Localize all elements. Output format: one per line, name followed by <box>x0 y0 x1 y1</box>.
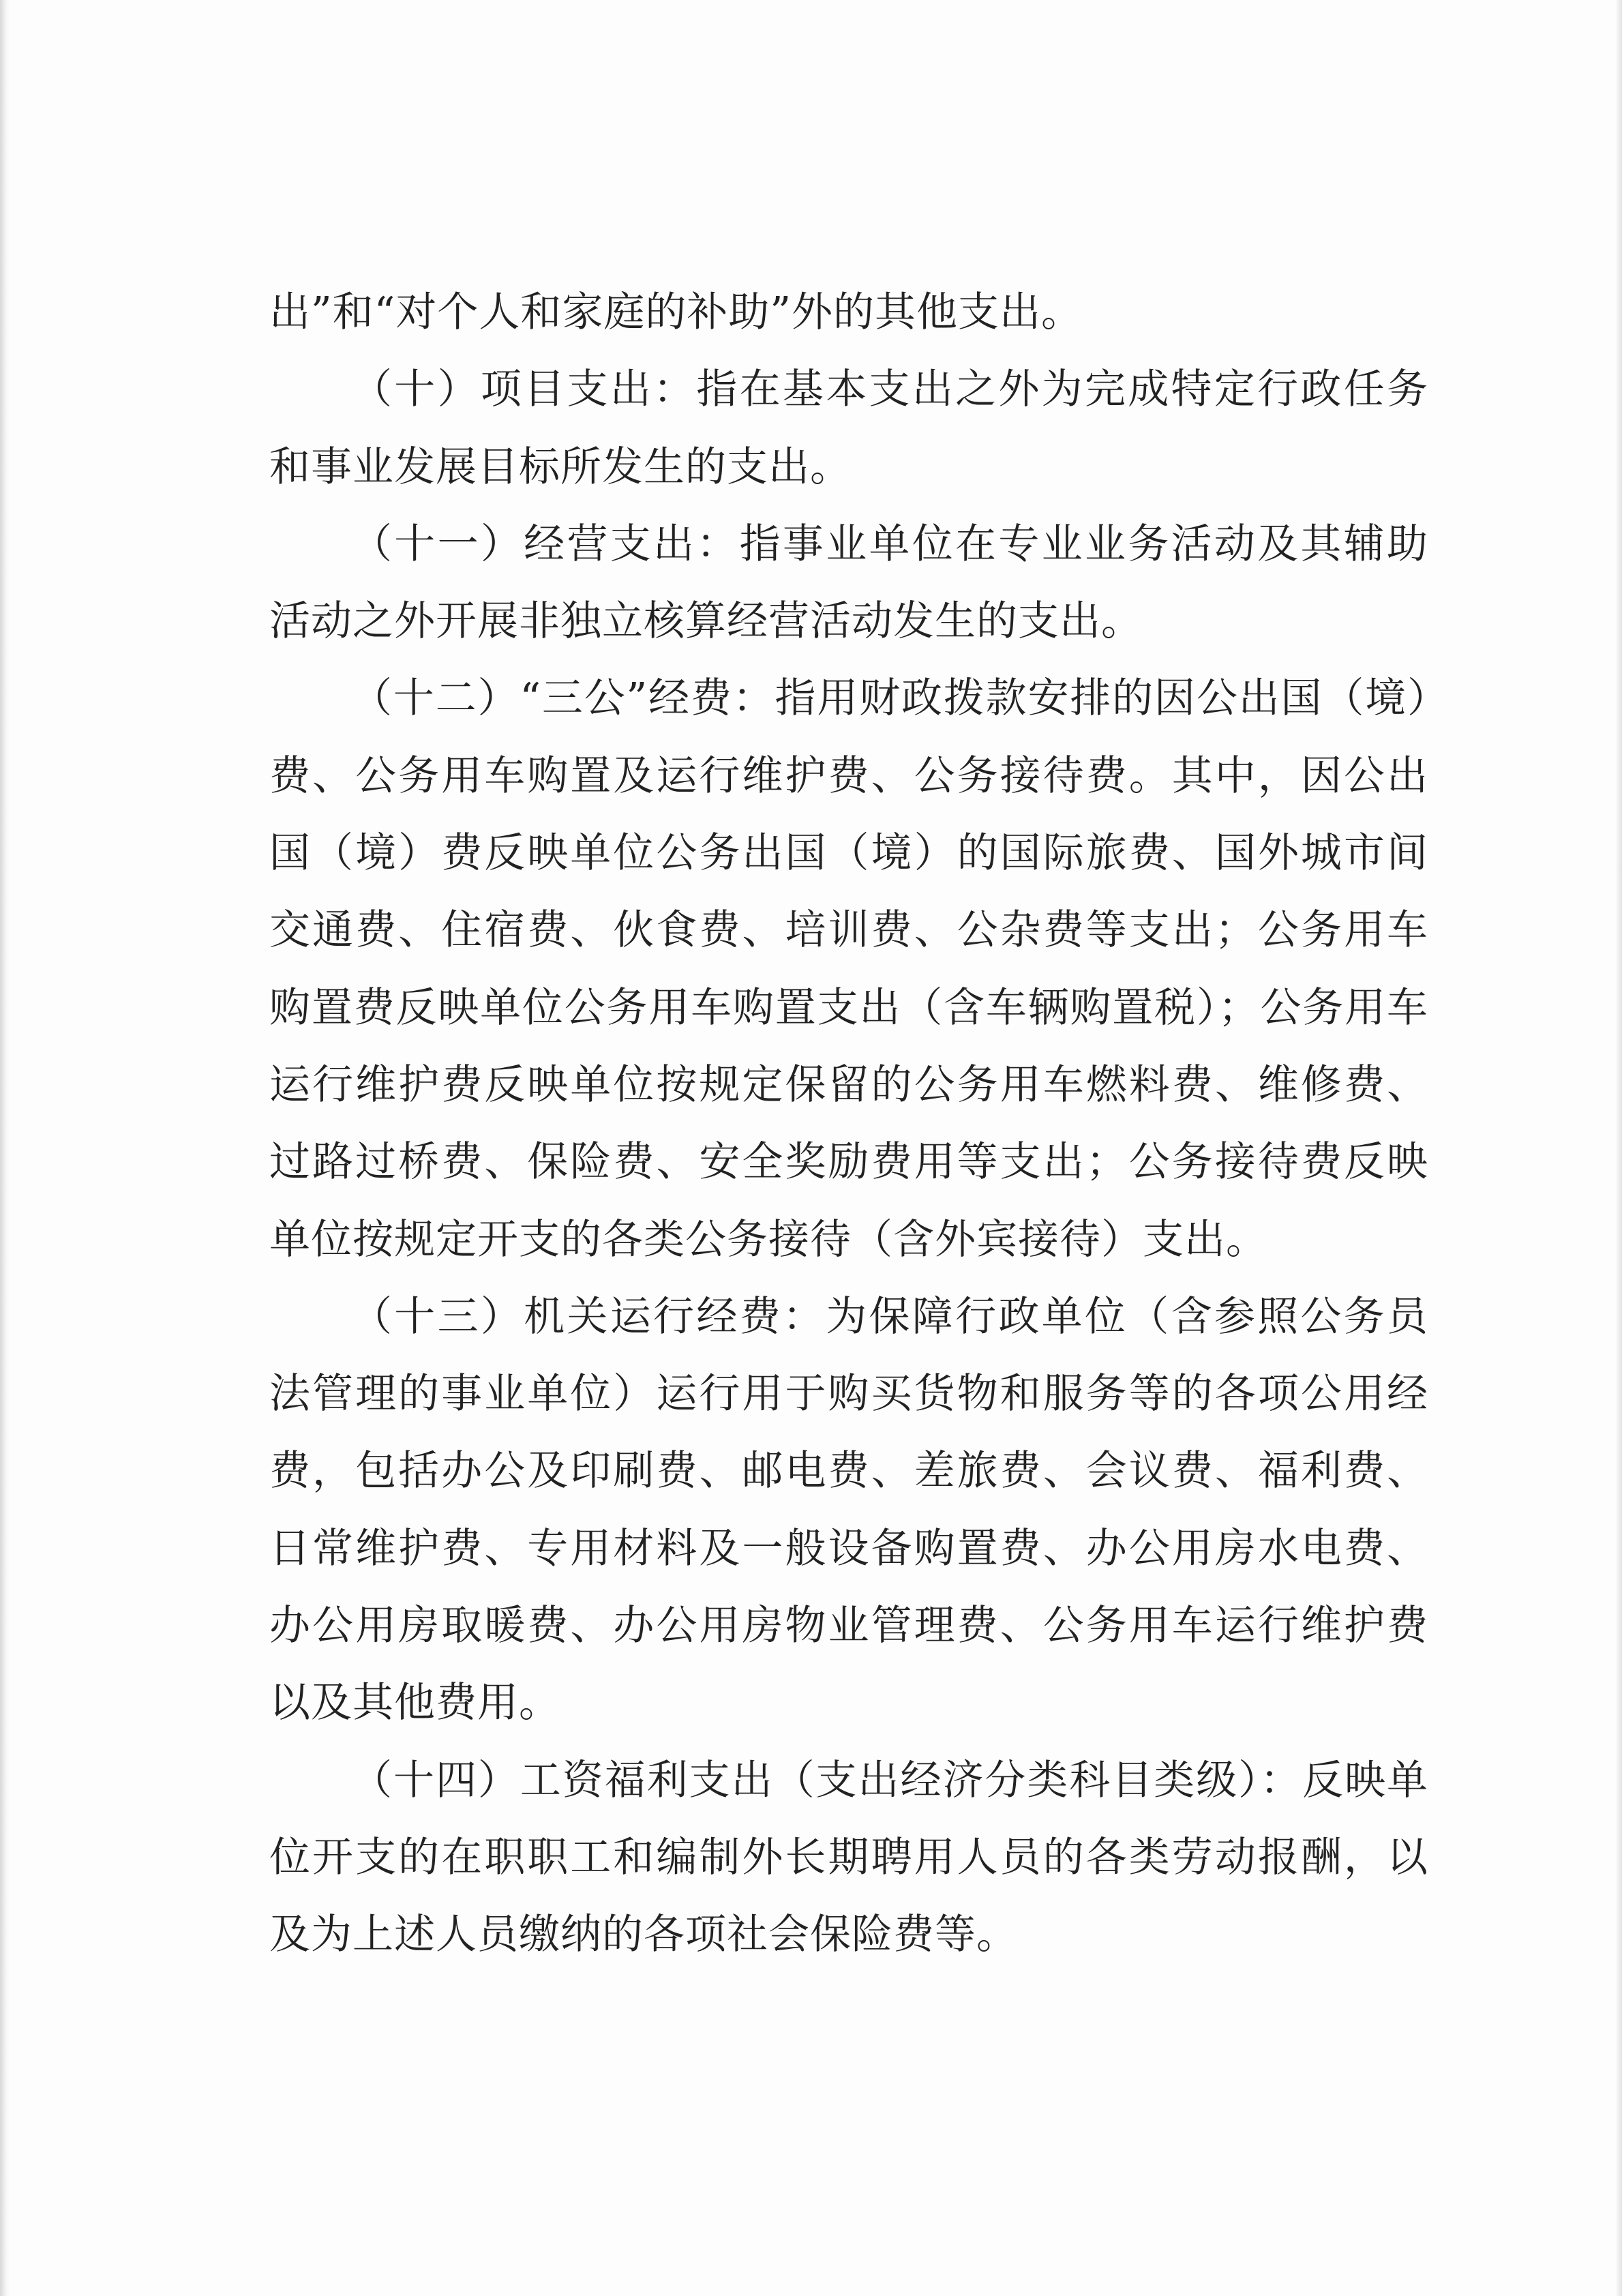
paragraph-operating-expenditure: （十一）经营支出：指事业单位在专业业务活动及其辅助活动之外开展非独立核算经营活动发生的支出。 <box>269 520 1428 646</box>
paragraph-agency-operating-funds: （十三）机关运行经费：为保障行政单位（含参照公务员法管理的事业单位）运行用于购买货物和服务等的各项公用经费，包括办公及印刷费、邮电费、差旅费、会议费、福利费、日常维护费、专用材料及一般设备购置费、办公用房水电费、办公用房取暖费、办公用房物业管理费、公务用车运行维护费以及其他费用。 <box>269 1292 1428 1727</box>
scan-edge-right <box>1615 0 1622 2296</box>
paragraph-three-public-expenses: （十二）“三公”经费：指用财政拨款安排的因公出国（境）费、公务用车购置及运行维护费、公务接待费。其中，因公出国（境）费反映单位公务出国（境）的国际旅费、国外城市间交通费、住宿费、伙食费、培训费、公杂费等支出；公务用车购置费反映单位公务用车购置支出（含车辆购置税）；公务用车运行维护费反映单位按规定保留的公务用车燃料费、维修费、过路过桥费、保险费、安全奖励费用等支出；公务接待费反映单位按规定开支的各类公务接待（含外宾接待）支出。 <box>269 674 1428 1264</box>
scan-edge-left <box>0 0 10 2296</box>
paragraph-wage-welfare-expenditure: （十四）工资福利支出（支出经济分类科目类级）：反映单位开支的在职职工和编制外长期聘用人员的各类劳动报酬，以及为上述人员缴纳的各项社会保险费等。 <box>269 1756 1428 1959</box>
paragraph-project-expenditure: （十）项目支出：指在基本支出之外为完成特定行政任务和事业发展目标所发生的支出。 <box>269 366 1428 491</box>
paragraph-continuation: 出”和“对个人和家庭的补助”外的其他支出。 <box>269 288 1083 336</box>
document-body <box>269 274 1428 1974</box>
